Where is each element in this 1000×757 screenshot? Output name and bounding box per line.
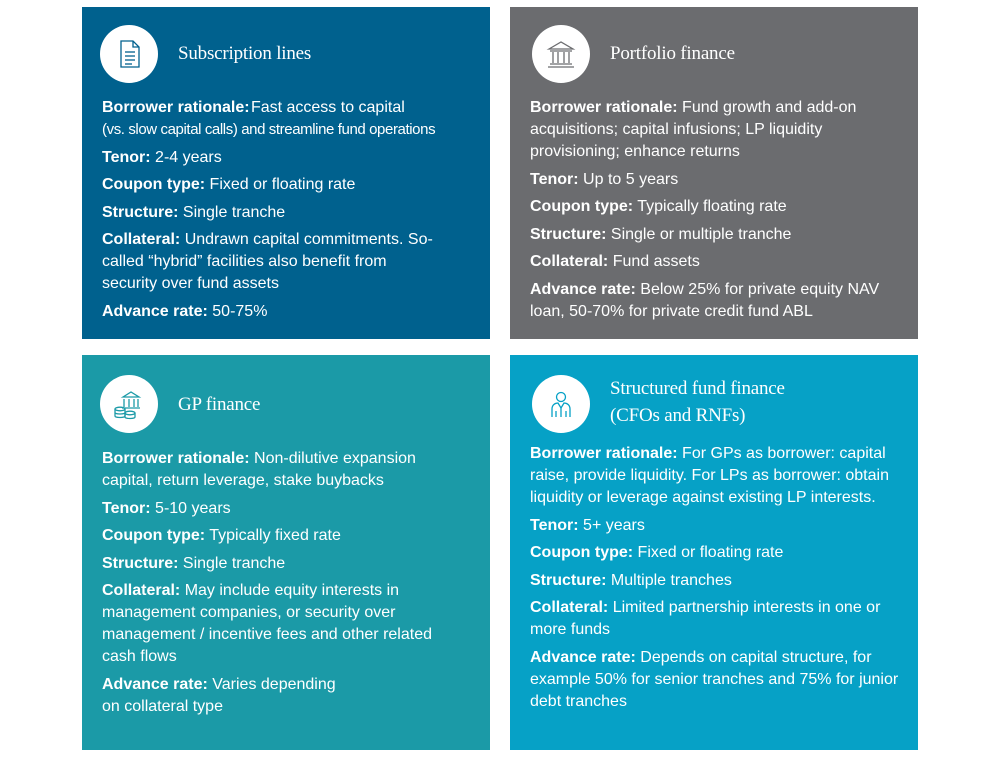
card-portfolio-finance: [510, 7, 918, 339]
card-subtitle: (CFOs and RNFs): [610, 405, 746, 426]
card-structured-fund-finance: [510, 355, 918, 750]
field-collateral: Collateral: Undrawn capital commitments. So-called “hybrid” facilities also benefit from security over fund assets: [102, 231, 433, 292]
card-title-block: [610, 377, 785, 428]
field-advance-rate: Advance rate: 50-75%: [102, 302, 268, 320]
field-advance-rate: Advance rate: Depends on capital structure, for example 50% for senior tranches and 75% for junior debt tranches: [530, 648, 899, 710]
card-body: [102, 97, 474, 328]
card-title: Portfolio finance: [610, 43, 735, 64]
field-borrower-rationale: Borrower rationale: Non-dilutive expansion capital, return leverage, stake buybacks: [102, 450, 416, 489]
card-title: GP finance: [178, 394, 261, 415]
person-icon: [532, 375, 590, 433]
card-title: Subscription lines: [178, 43, 312, 64]
field-collateral: Collateral: May include equity interests in management companies, or security over management / incentive fees and other related cash flows: [102, 582, 432, 665]
card-header: [100, 25, 311, 83]
field-structure: Structure: Single tranche: [102, 203, 286, 221]
field-tenor: Tenor: 2-4 years: [102, 148, 222, 166]
card-body: [530, 97, 902, 328]
field-advance-rate: Advance rate: Below 25% for private equity NAV loan, 50-70% for private credit fund ABL: [530, 280, 880, 320]
field-structure: Structure: Multiple tranches: [530, 571, 732, 589]
field-coupon-type: Coupon type: Typically fixed rate: [102, 527, 341, 544]
card-header: [532, 25, 735, 83]
field-structure: Structure: Single or multiple tranche: [530, 225, 792, 243]
field-collateral: Collateral: Limited partnership interests in one or more funds: [530, 599, 881, 638]
field-tenor: Tenor: 5-10 years: [102, 499, 231, 517]
field-collateral: Collateral: Fund assets: [530, 253, 700, 270]
field-borrower-rationale: Borrower rationale: For GPs as borrower: capital raise, provide liquidity. For LPs as borrower: obtain liquidity or leverage against existing LP interests.: [530, 445, 889, 506]
card-gp-finance: [82, 355, 490, 750]
card-header: [532, 375, 785, 433]
card-body: [530, 443, 902, 718]
card-subscription-lines: [82, 7, 490, 339]
field-advance-rate: Advance rate: Varies depending on collateral type: [102, 675, 336, 715]
bank-coins-icon: [100, 375, 158, 433]
field-tenor: Tenor: Up to 5 years: [530, 170, 679, 188]
document-icon: [100, 25, 158, 83]
bank-building-icon: [532, 25, 590, 83]
field-borrower-rationale: Borrower rationale: Fund growth and add-on acquisitions; capital infusions; LP liquidity provisioning; enhance returns: [530, 99, 857, 160]
card-header: [100, 375, 260, 433]
field-tenor: Tenor: 5+ years: [530, 516, 645, 534]
field-structure: Structure: Single tranche: [102, 554, 286, 572]
card-title: Structured fund finance: [610, 378, 785, 399]
field-borrower-rationale: Borrower rationale: Fast access to capital (vs. slow capital calls) and streamline fund operations: [102, 99, 436, 138]
field-coupon-type: Coupon type: Fixed or floating rate: [102, 176, 356, 193]
field-coupon-type: Coupon type: Fixed or floating rate: [530, 544, 784, 561]
field-coupon-type: Coupon type: Typically floating rate: [530, 198, 787, 215]
card-body: [102, 448, 474, 723]
